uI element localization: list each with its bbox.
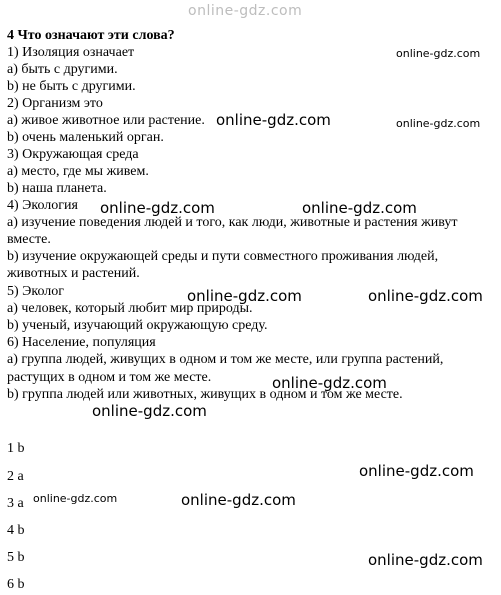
answer-item: 5 b	[7, 550, 25, 565]
text-line: a) человек, который любит мир природы.	[7, 301, 253, 316]
text-line: b) не быть с другими.	[7, 79, 136, 94]
watermark: online-gdz.com	[33, 492, 118, 505]
text-line: b) ученый, изучающий окружающую среду.	[7, 318, 268, 333]
watermark: online-gdz.com	[187, 287, 302, 305]
watermark: online-gdz.com	[368, 551, 483, 569]
text-line: 1) Изоляция означает	[7, 45, 135, 60]
watermark: online-gdz.com	[216, 111, 331, 129]
text-line: 2) Организм это	[7, 96, 103, 111]
text-line: 5) Эколог	[7, 284, 65, 299]
text-line: a) место, где мы живем.	[7, 164, 149, 179]
site-watermark: online-gdz.com	[188, 3, 303, 19]
watermark: online-gdz.com	[302, 199, 417, 217]
text-line: 3) Окружающая среда	[7, 147, 139, 162]
watermark: online-gdz.com	[396, 117, 481, 130]
text-line: животных и растений.	[7, 266, 140, 281]
text-line: a) группа людей, живущих в одном и том же месте, или группа растений,	[7, 352, 444, 367]
text-line: b) группа людей или животных, живущих в одном и том же месте.	[7, 387, 403, 402]
watermark: online-gdz.com	[396, 47, 481, 60]
watermark: online-gdz.com	[359, 462, 474, 480]
answer-item: 6 b	[7, 577, 25, 592]
text-line: 4) Экология	[7, 198, 78, 213]
watermark: online-gdz.com	[272, 374, 387, 392]
text-line: b) изучение окружающей среды и пути совместного проживания людей,	[7, 249, 439, 264]
answer-item: 1 b	[7, 441, 25, 456]
watermark: online-gdz.com	[100, 199, 215, 217]
answer-item: 3 a	[7, 496, 24, 511]
text-line: b) наша планета.	[7, 181, 107, 196]
watermark: online-gdz.com	[92, 402, 207, 420]
text-line: b) очень маленький орган.	[7, 130, 164, 145]
text-line: вместе.	[7, 232, 51, 247]
watermark: online-gdz.com	[368, 287, 483, 305]
text-line: a) быть с другими.	[7, 62, 118, 77]
watermark: online-gdz.com	[181, 491, 296, 509]
text-line: 6) Население, популяция	[7, 335, 156, 350]
answer-item: 2 a	[7, 469, 24, 484]
text-line: a) живое животное или растение.	[7, 113, 205, 128]
text-line: растущих в одном и том же месте.	[7, 370, 212, 385]
text-line: a) изучение поведения людей и того, как люди, животные и растения живут	[7, 215, 458, 230]
exercise-title: 4 Что означают эти слова?	[7, 28, 175, 43]
answer-item: 4 b	[7, 523, 25, 538]
